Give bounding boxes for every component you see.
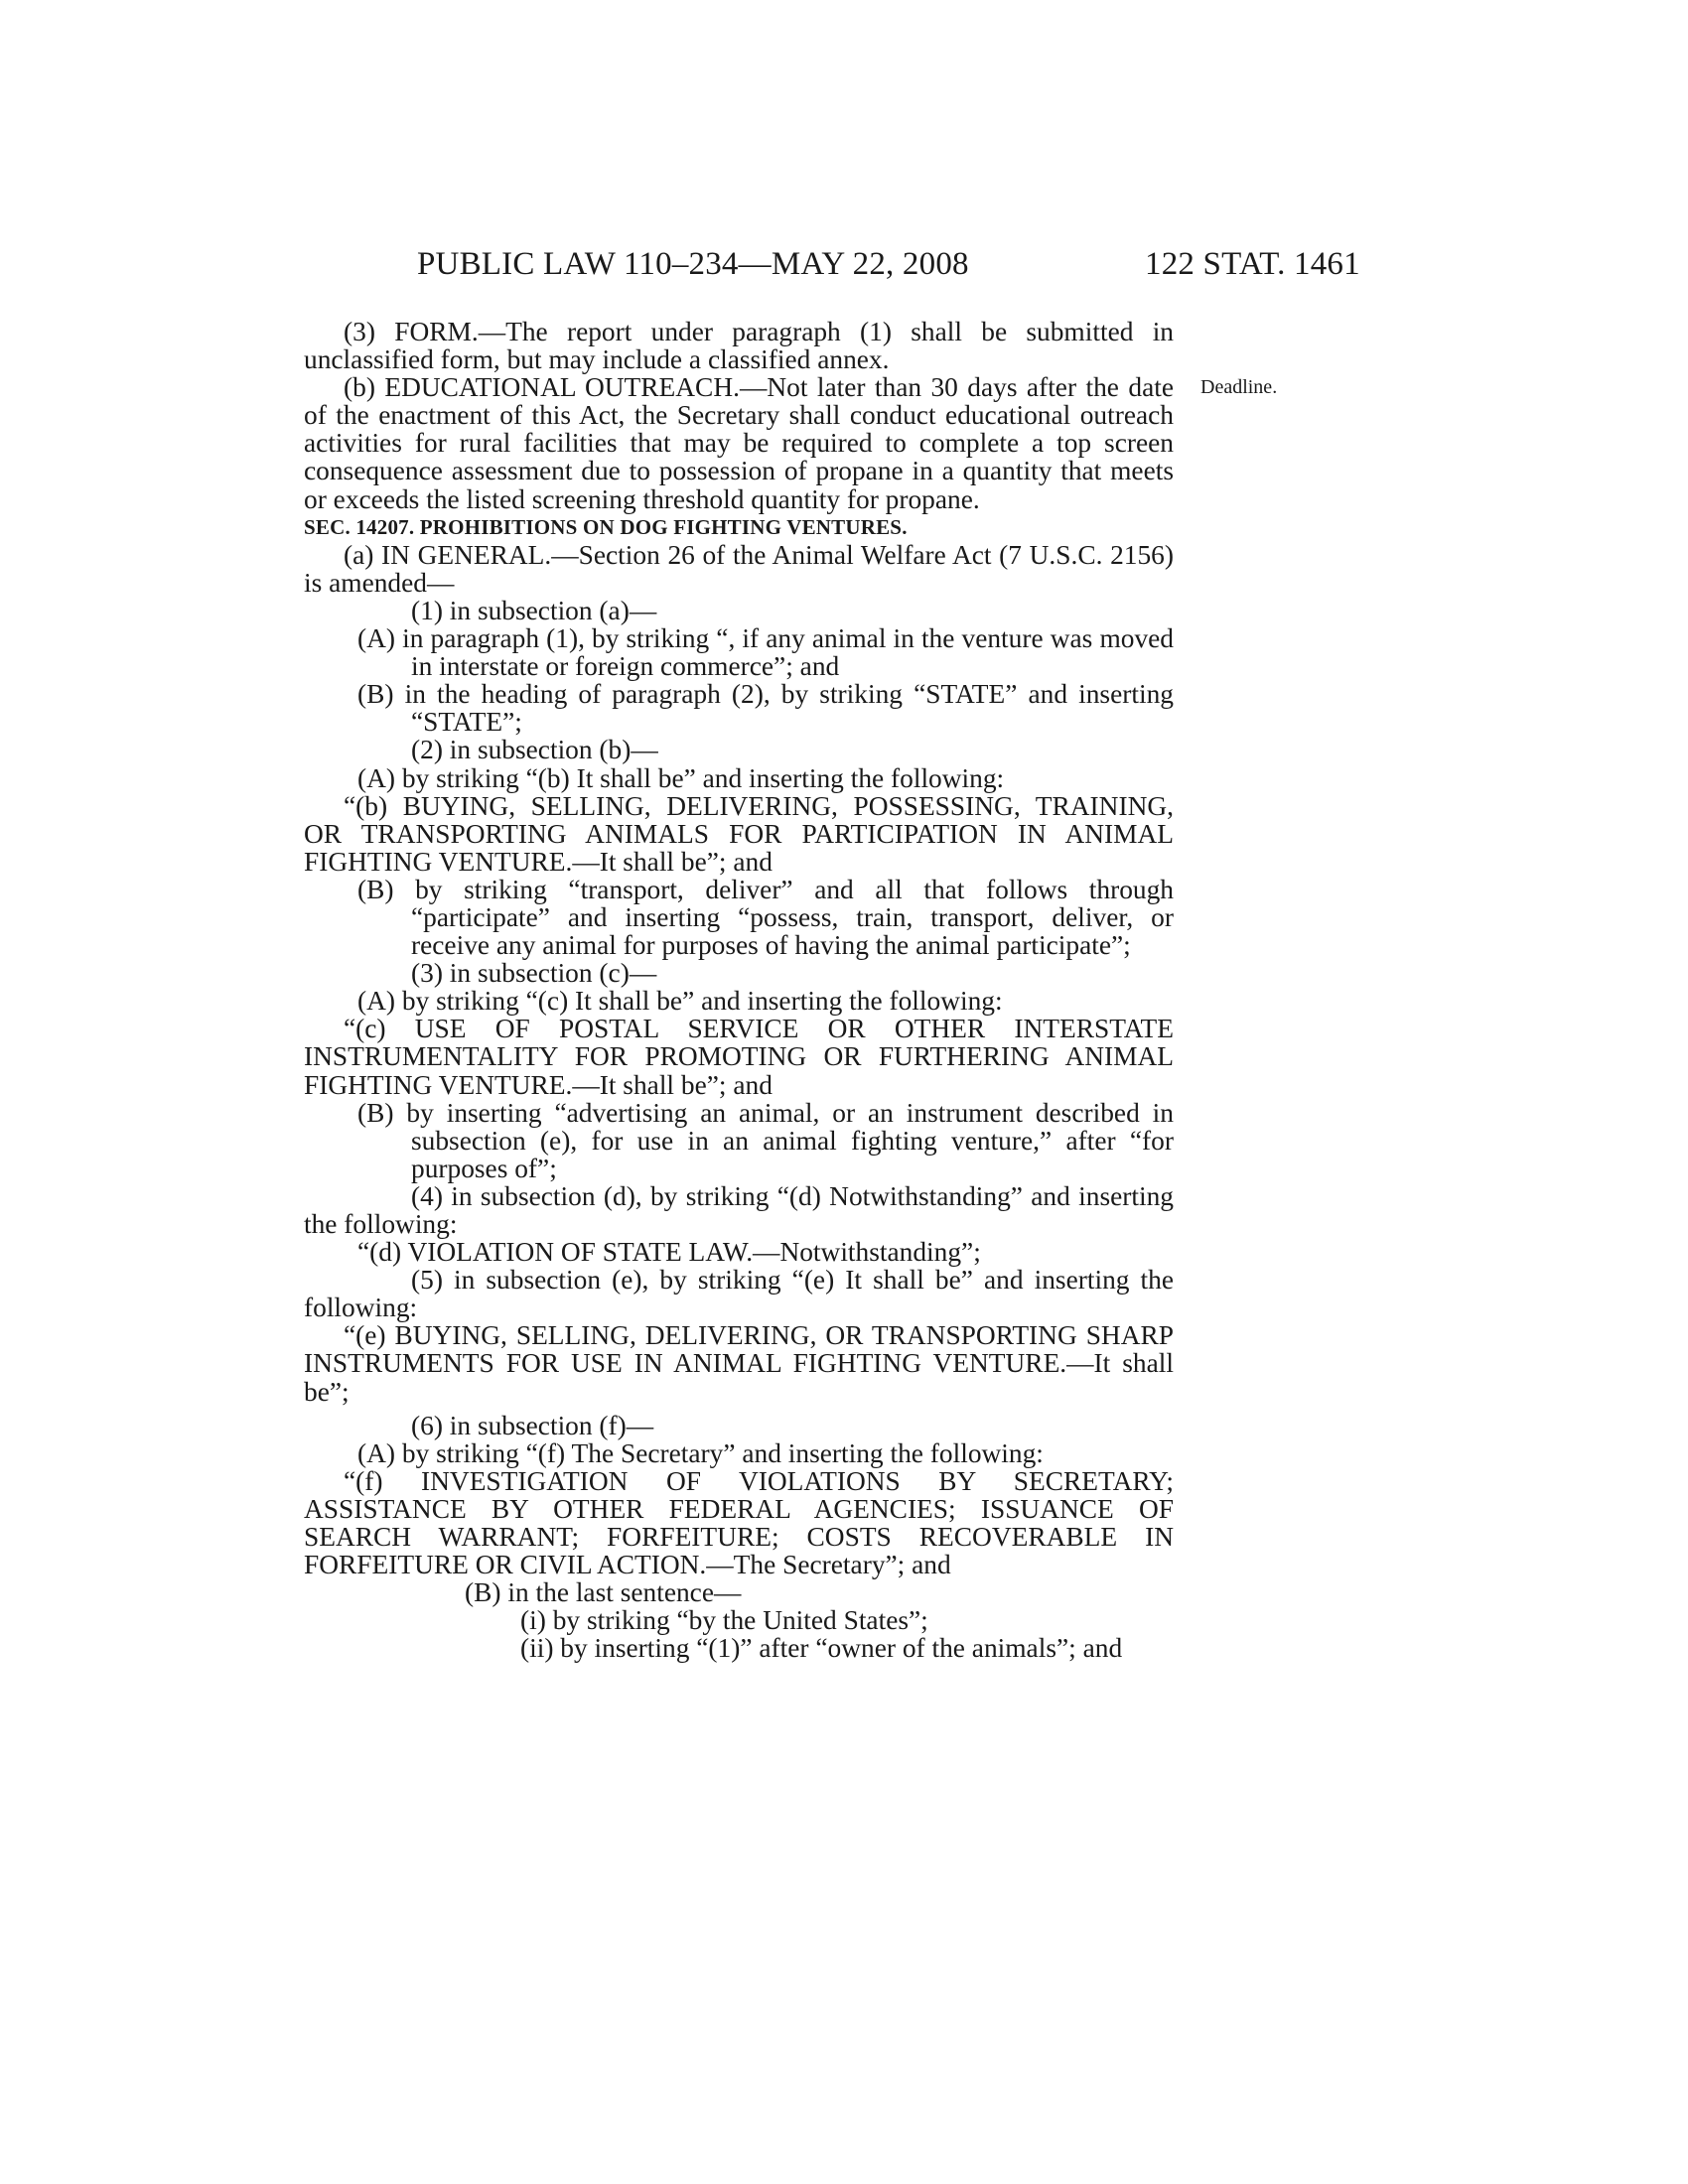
clause-2-b: (B) by striking “transport, deliver” and all that follows through “participate” and inserting “possess, train, transport, deliver, or receive any animal for purposes of having the animal participate”; [357, 874, 1174, 961]
page-header [0, 246, 1688, 286]
paragraph-educational-outreach: (b) EDUCATIONAL OUTREACH.—Not later than 30 days after the date of the enactment of this Act, the Secretary shall conduct educational outreach activities for rural facilities that may be required to complete a top screen consequence assessment due to possession of propane in a quantity that meets or exceeds the listed screening threshold quantity for propane. [304, 372, 1174, 514]
inserted-text-b: “(b) BUYING, SELLING, DELIVERING, POSSESSING, TRAINING, OR TRANSPORTING ANIMALS FOR PARTICIPATION IN ANIMAL FIGHTING VENTURE.—It shall be”; and [304, 790, 1174, 877]
inserted-text-f: “(f) INVESTIGATION OF VIOLATIONS BY SECRETARY; ASSISTANCE BY OTHER FEDERAL AGENCIES; ISSUANCE OF SEARCH WARRANT; FORFEITURE; COSTS RECOVERABLE IN FORFEITURE OR CIVIL ACTION.—The Secretary”; and [304, 1465, 1174, 1580]
margin-note-deadline: Deadline. [1200, 376, 1278, 398]
clause-5: (5) in subsection (e), by striking “(e) It shall be” and inserting the following: [304, 1265, 1174, 1323]
clause-6-b-ii: (ii) by inserting “(1)” after “owner of the animals”; and [520, 1633, 1123, 1664]
clause-1-a: (A) in paragraph (1), by striking “, if any animal in the venture was moved in interstate or foreign commerce”; and [357, 623, 1174, 682]
section-heading: SEC. 14207. PROHIBITIONS ON DOG FIGHTING VENTURES. [304, 514, 908, 539]
clause-4: (4) in subsection (d), by striking “(d) Notwithstanding” and inserting the following: [304, 1180, 1174, 1239]
inserted-text-d: “(d) VIOLATION OF STATE LAW.—Notwithstanding”; [357, 1237, 981, 1268]
clause-2: (2) in subsection (b)— [411, 735, 658, 765]
header-stat-citation: 122 STAT. 1461 [1145, 246, 1360, 282]
paragraph-in-general: (a) IN GENERAL.—Section 26 of the Animal Welfare Act (7 U.S.C. 2156) is amended— [304, 539, 1174, 598]
clause-6: (6) in subsection (f)— [411, 1410, 654, 1440]
clause-1: (1) in subsection (a)— [411, 595, 657, 625]
inserted-text-e: “(e) BUYING, SELLING, DELIVERING, OR TRANSPORTING SHARP INSTRUMENTS FOR USE IN ANIMAL FIGHTING VENTURE.—It shall be”; [304, 1320, 1174, 1407]
clause-1-b: (B) in the heading of paragraph (2), by striking “STATE” and inserting “STATE”; [357, 679, 1174, 738]
paragraph-form: (3) FORM.—The report under paragraph (1) shall be submitted in unclassified form, but may include a classified annex. [304, 317, 1174, 375]
clause-6-b-i: (i) by striking “by the United States”; [520, 1605, 928, 1636]
inserted-text-c: “(c) USE OF POSTAL SERVICE OR OTHER INTERSTATE INSTRUMENTALITY FOR PROMOTING OR FURTHERING ANIMAL FIGHTING VENTURE.—It shall be”; and [304, 1014, 1174, 1100]
clause-2-a: (A) by striking “(b) It shall be” and inserting the following: [357, 762, 1005, 793]
document-body [304, 318, 1174, 1663]
clause-3-b: (B) by inserting “advertising an animal, or an instrument described in subsection (e), for use in an animal fighting venture,” after “for purposes of”; [357, 1097, 1174, 1183]
clause-3-a: (A) by striking “(c) It shall be” and inserting the following: [357, 986, 1003, 1017]
clause-3: (3) in subsection (c)— [411, 958, 657, 989]
clause-6-a: (A) by striking “(f) The Secretary” and inserting the following: [357, 1437, 1044, 1468]
header-title: PUBLIC LAW 110–234—MAY 22, 2008 [417, 246, 969, 282]
clause-6-b: (B) in the last sentence— [465, 1577, 742, 1608]
